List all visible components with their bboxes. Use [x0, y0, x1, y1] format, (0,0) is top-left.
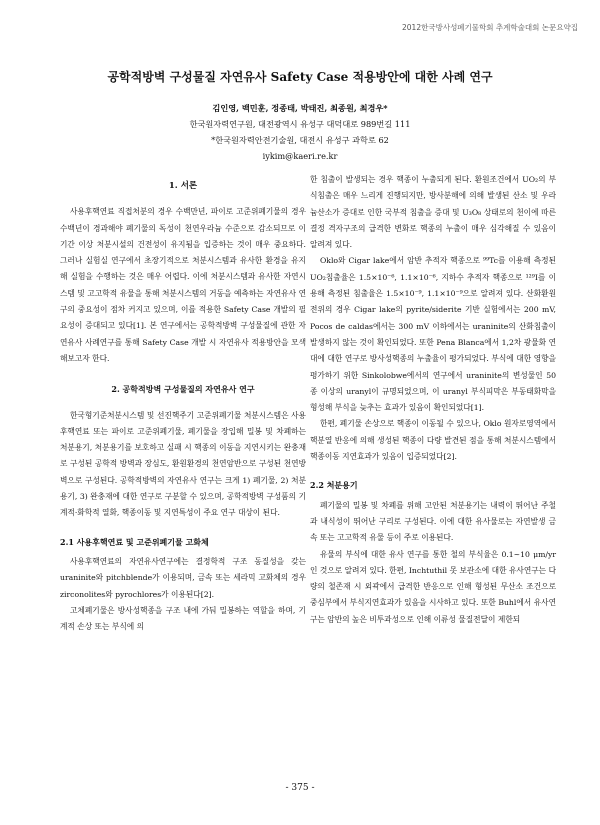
ebs-paragraph: 한국형기준처분시스템 및 선진핵주기 고준위폐기물 처분시스템은 사용후핵연료 또는 파이로 고준위폐기물, 폐기물을 장입해 밀봉 및 차폐하는 처분용기, 처분용기를 보호하고 실패 시 핵종의 이동을 지연시키는 완충재로 구성된 공학적 방벽과 장심도, 환원환경의 천연암반으로 구성된 천연방벽으로 구성된다. 공학적방벽의 자연유사 연구는 크게 1) 폐기물, 2) 처분용기, 3) 완충재에 대한 연구로 구분할 수 있으며, 공학적방벽 구성품의 기계적·화학적 열화, 핵종이동 및 지연특성이 주요 연구 대상이 된다.	[60, 410, 306, 518]
leaching-paragraph: 한 침출이 발생되는 경우 핵종이 누출되게 된다. 환원조건에서 UO₂의 부식침출은 매우 느리게 진행되지만, 방사분해에 의해 발생된 산소 및 우라늄산소가 증대로 인한 국부적 침출을 증대 및 U₃O₈ 상태로의 천이에 따른 결정 격자구조의 급격한 변화로 핵종의 누출이 매우 심각해질 수 있음이 알려져 있다.	[310, 175, 556, 250]
intro-paragraph: 사용후핵연료 직접처분의 경우 수백만년, 파이로 고준위폐기물의 경우 수백년이 경과해야 폐기물의 독성이 천연우라늄 수준으로 감소되므로 이 기간 이상 처분시설의 건전성이 유지됨을 입증하는 것이 매우 중요하다. 그러나 실험실 연구에서 초장기적으로 처분시스템과 유사한 환경을 유지해 실험을 수행하는 것은 매우 어렵다. 이에 처분시스템과 유사한 자연시스템 및 고고학적 유물을 통해 처분시스템의 거동을 예측하는 자연유사 연구의 중요성이 점차 커지고 있으며, 이를 적용한 Safety Case 개발의 필요성이 증대되고 있다[1]. 본 연구에서는 공학적방벽 구성물질에 관한 자연유사 사례연구를 통해 Safety Case 개발 시 자연유사 적용방안을 모색해보고자 한다.	[60, 207, 306, 363]
subsection-heading-canister: 2.2 처분용기	[310, 480, 358, 491]
author-email: iykim@kaeri.re.kr	[262, 151, 338, 161]
page-number: - 375 -	[285, 783, 315, 793]
author-list: 김인영, 백민훈, 정종태, 박태진, 최종원, 최경우*	[212, 103, 388, 113]
corrosion-paragraph: 유물의 부식에 대한 유사 연구를 통한 철의 부식율은 0.1~10 μm/yr인 것으로 알려져 있다. 한편, Inchtuthil 못 보관소에 대한 유사연구는 다량의 철존재 시 외곽에서 급격한 반응으로 인해 형성된 무산소 조건으로 중심부에서 부식지연효과가 있음을 시사하고 있다. 또한 Buhl에서 유사연구는 암반의 높은 비투과성으로 인해 이류성 물질전달이 제한되	[310, 549, 556, 624]
author-block	[0, 100, 600, 164]
section-heading-natural-analogue: 2. 공학적방벽 구성물질의 자연유사 연구	[111, 384, 255, 395]
affiliation-2: *한국원자력안전기술원, 대전시 유성구 과학로 62	[211, 135, 389, 145]
nuclide-migration-paragraph: 한편, 폐기물 손상으로 핵종이 이동될 수 있으나, Oklo 원자로영역에서 핵분열 반응에 의해 생성된 핵종이 다량 발견된 점을 통해 처분시스템에서 핵종이동 지연효과가 있음이 입증되었다[2].	[310, 419, 556, 462]
subsection-heading-spent-fuel: 2.1 사용후핵연료 및 고준위폐기물 고화체	[60, 536, 209, 547]
solid-waste-paragraph: 고체폐기물은 방사성핵종을 구조 내에 가둬 밀봉하는 역할을 하며, 기계적 손상 또는 부식에 의	[60, 605, 306, 632]
running-header: 2012한국방사성폐기물학회 추계학술대회 논문요약집	[402, 23, 578, 32]
spent-fuel-paragraph: 사용후핵연료의 자연유사연구에는 결정학적 구조 동질성을 갖는 uraninite와 pitchblende가 이용되며, 금속 또는 세라믹 고화체의 경우 zirconolites와 pyrochlores가 이용된다[2].	[60, 556, 306, 599]
canister-paragraph: 폐기물의 밀봉 및 차폐를 위해 고안된 처분용기는 내력이 뛰어난 주철과 내식성이 뛰어난 구리로 구성된다. 이에 대한 유사물로는 자연발생 금속 또는 고고학적 유물 등이 주로 이용된다.	[310, 500, 556, 543]
right-column	[310, 172, 556, 628]
paper-title: 공학적방벽 구성물질 자연유사 Safety Case 적용방안에 대한 사례 연구	[107, 70, 493, 84]
oklo-cigar-lake-paragraph: Oklo와 Cigar lake에서 암반 추적자 핵종으로 ⁹⁹Tc를 이용해 측정된 UO₂침출율은 1.5×10⁻⁶, 1.1×10⁻⁶, 지하수 추적자 핵종으로 ¹²⁹I를 이용해 측정된 침출율은 1.5×10⁻⁹, 1.1×10⁻⁹으로 알려져 있다. 산화환원전위의 경우 Cigar lake의 pyrite/siderite 기반 실험에서는 200 mV, Pocos de caldas에서는 300 mV 이하에서는 uraninite의 산화침출이 발생하지 않는 것이 확인되었다. 또한 Pena Blanca에서 1,2차 광물화 연대에 대한 연구로 방사성핵종의 누출율이 평가되었다. 부식에 대한 영향을 평가하기 위한 Sinkolobwe에서의 연구에서 uraninite의 변성물인 50종 이상의 uranyl이 규명되었으며, 이 uranyl 부식피막은 부동태화막을 형성해 부식을 늦추는 효과가 있음이 확인되었다[1].	[310, 256, 556, 413]
section-heading-intro: 1. 서론	[168, 181, 198, 191]
affiliation-1: 한국원자력연구원, 대전광역시 유성구 대덕대로 989번길 111	[189, 119, 411, 129]
left-column	[60, 178, 306, 635]
